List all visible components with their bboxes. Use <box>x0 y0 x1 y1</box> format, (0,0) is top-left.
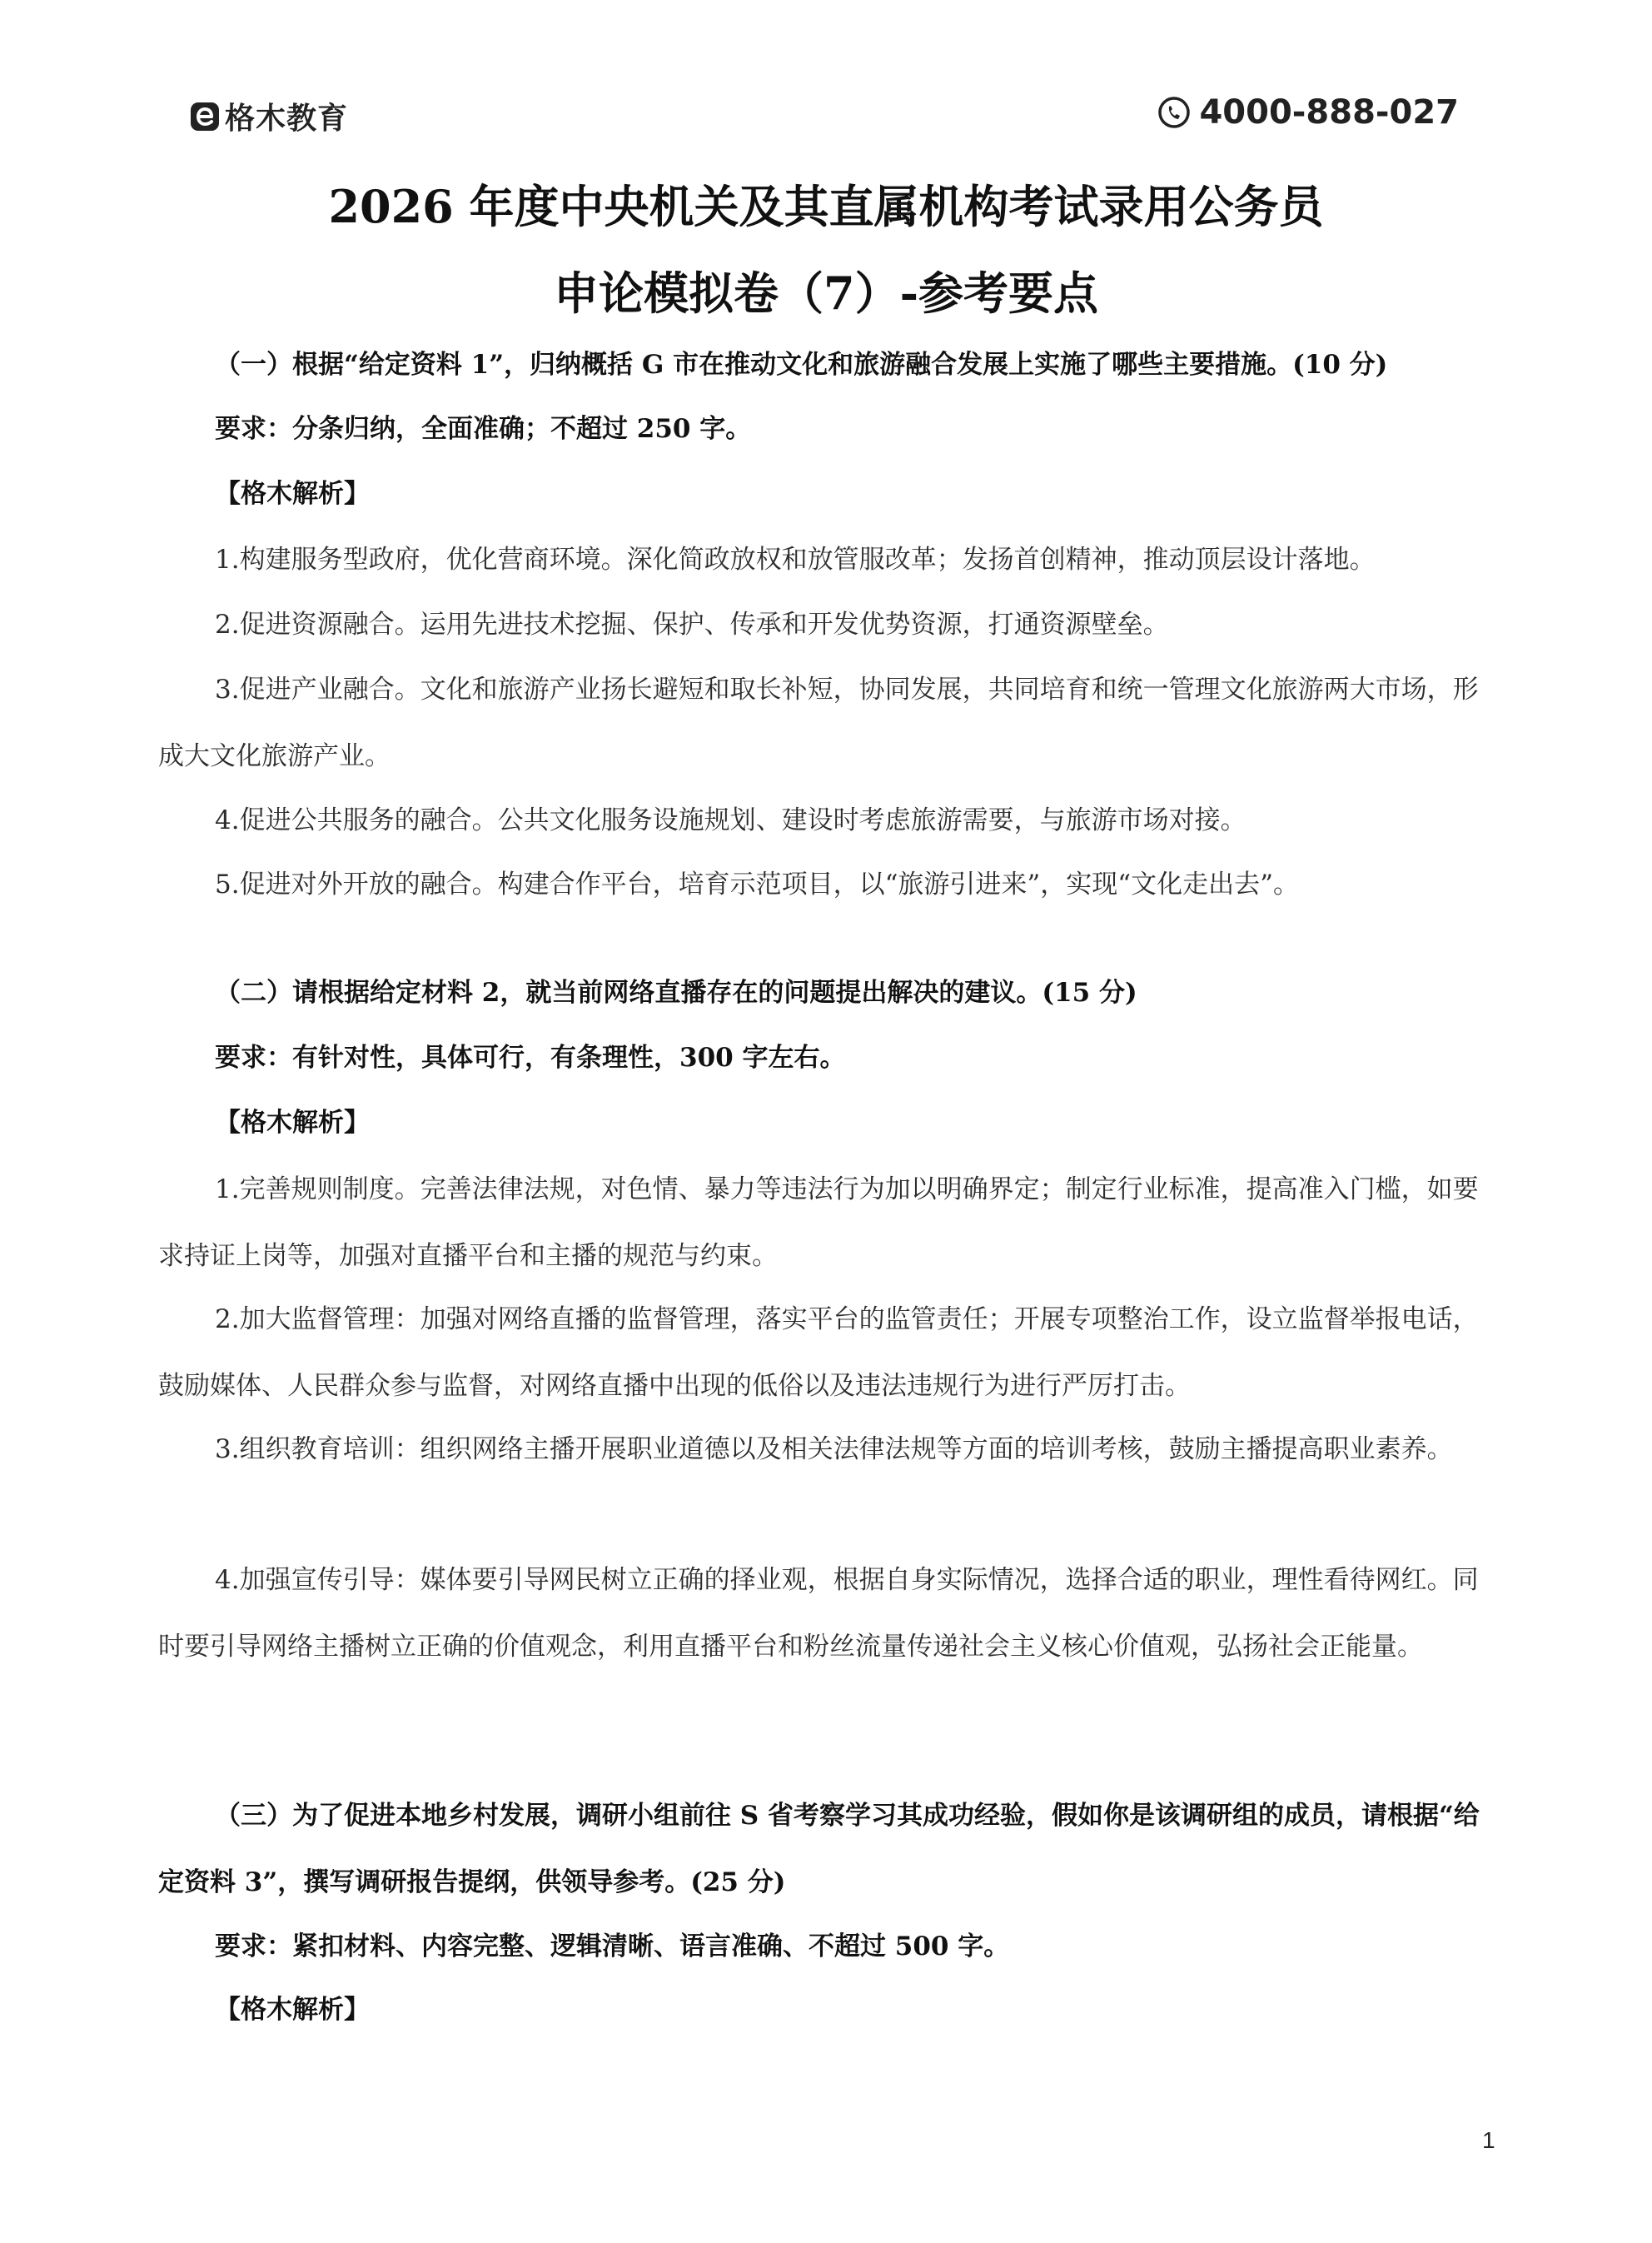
doc-title-line2: 申论模拟卷（7）-参考要点 <box>554 267 1098 320</box>
q1-point-4: 4.促进公共服务的融合。公共文化服务设施规划、建设时考虑旅游需要，与旅游市场对接。 <box>215 805 1246 835</box>
q1-question: （一）根据“给定资料 1”，归纳概括 G 市在推动文化和旅游融合发展上实施了哪些主要措施。(10 分) <box>215 350 1388 380</box>
q2-analysis-label: 【格木解析】 <box>215 1108 370 1138</box>
phone-icon <box>1157 96 1191 129</box>
q2-question: （二）请根据给定材料 2，就当前网络直播存在的问题提出解决的建议。(15 分) <box>215 978 1137 1008</box>
brand-name: 格木教育 <box>225 102 349 136</box>
logo-e-icon <box>190 102 220 132</box>
brand-logo[interactable] <box>190 95 348 137</box>
q3-requirement: 要求：紧扣材料、内容完整、逻辑清晰、语言准确、不超过 500 字。 <box>215 1931 1010 1961</box>
q2-requirement: 要求：有针对性，具体可行，有条理性，300 字左右。 <box>215 1043 846 1073</box>
q2-point-2: 2.加大监督管理：加强对网络直播的监督管理，落实平台的监管责任；开展专项整治工作，设立监督举报电话，鼓励媒体、人民群众参与监督，对网络直播中出现的低俗以及违法违规行为进行严厉打击。 <box>158 1304 1479 1401</box>
page-number: 1 <box>1482 2127 1495 2153</box>
page-header <box>0 90 1652 140</box>
q2-point-4: 4.加强宣传引导：媒体要引导网民树立正确的择业观，根据自身实际情况，选择合适的职业，理性看待网红。同时要引导网络主播树立正确的价值观念，利用直播平台和粉丝流量传递社会主义核心价值观，弘扬社会正能量。 <box>158 1565 1479 1662</box>
q3-analysis-label: 【格木解析】 <box>215 1995 370 2025</box>
q2-point-1: 1.完善规则制度。完善法律法规，对色情、暴力等违法行为加以明确界定；制定行业标准，提高准入门槛，如要求持证上岗等，加强对直播平台和主播的规范与约束。 <box>158 1174 1479 1271</box>
hotline-number: 4000-888-027 <box>1199 93 1459 132</box>
q3-question: （三）为了促进本地乡村发展，调研小组前往 S 省考察学习其成功经验，假如你是该调研组的成员，请根据“给定资料 3”，撰写调研报告提纲，供领导参考。(25 分) <box>158 1801 1480 1897</box>
hotline[interactable] <box>1157 93 1459 132</box>
q1-requirement: 要求：分条归纳，全面准确；不超过 250 字。 <box>215 414 752 444</box>
q1-point-1: 1.构建服务型政府，优化营商环境。深化简政放权和放管服改革；发扬首创精神，推动顶层设计落地。 <box>215 545 1376 575</box>
q1-point-2: 2.促进资源融合。运用先进技术挖掘、保护、传承和开发优势资源，打通资源壁垒。 <box>215 610 1169 640</box>
q1-point-3: 3.促进产业融合。文化和旅游产业扬长避短和取长补短，协同发展，共同培育和统一管理文化旅游两大市场，形成大文化旅游产业。 <box>158 675 1479 771</box>
q1-point-5: 5.促进对外开放的融合。构建合作平台，培育示范项目，以“旅游引进来”，实现“文化走出去”。 <box>215 870 1299 900</box>
q1-analysis-label: 【格木解析】 <box>215 479 370 509</box>
q2-point-3: 3.组织教育培训：组织网络主播开展职业道德以及相关法律法规等方面的培训考核，鼓励主播提高职业素养。 <box>215 1434 1453 1464</box>
doc-title-line1: 2026 年度中央机关及其直属机构考试录用公务员 <box>328 180 1324 233</box>
